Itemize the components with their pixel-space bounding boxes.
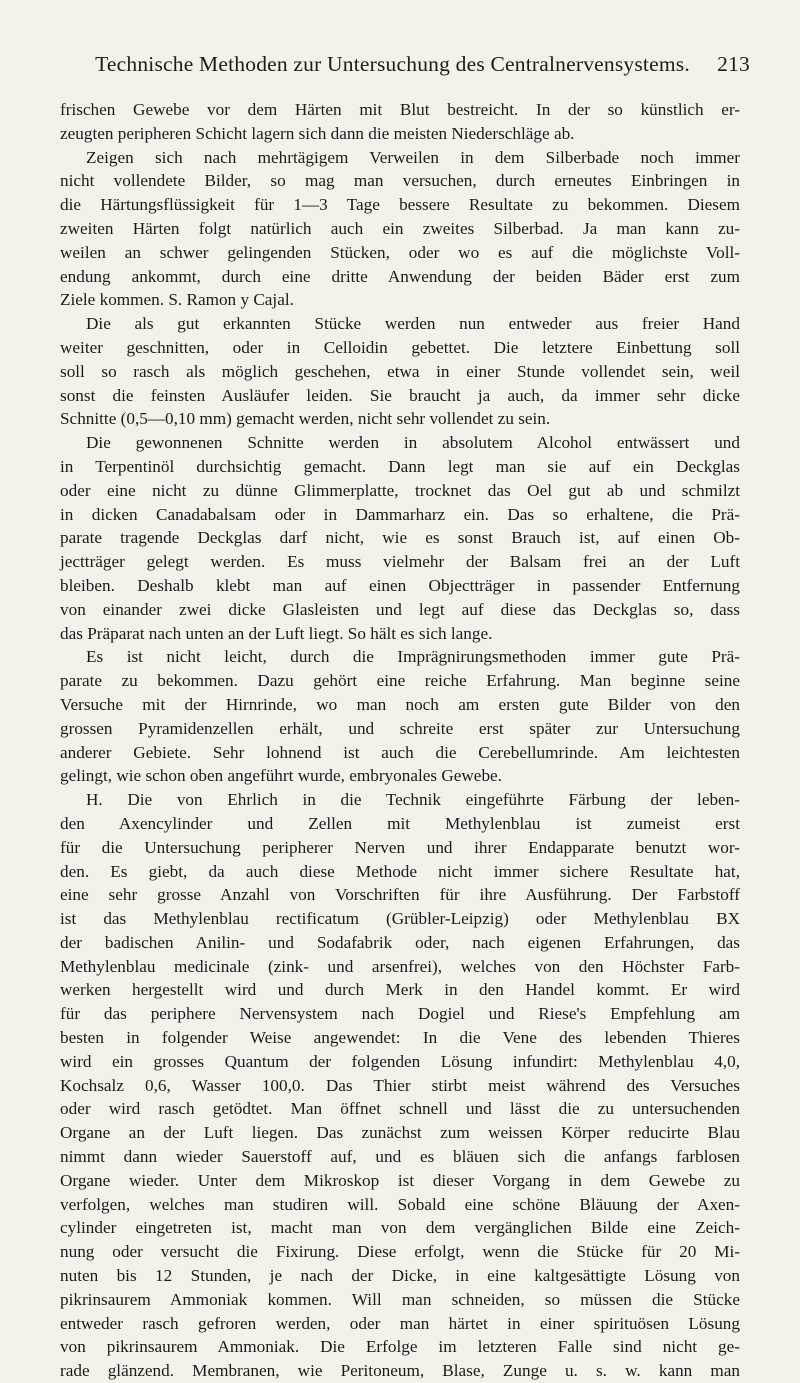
text-line: zweiten Härten folgt natürlich auch ein zweites Silberbad. Ja man kann zu-	[60, 218, 740, 238]
text-line: in dicken Canadabalsam oder in Dammarharz ein. Das so erhaltene, die Prä-	[60, 504, 740, 524]
text-line: der badischen Anilin- und Sodafabrik oder, nach eigenen Erfahrungen, das	[60, 932, 740, 952]
text-line: oder eine nicht zu dünne Glimmerplatte, trocknet das Oel gut ab und schmilzt	[60, 480, 740, 500]
text-line: besten in folgender Weise angewendet: In die Vene des lebenden Thieres	[60, 1028, 740, 1048]
text-line: nicht vollendete Bilder, so mag man versuchen, durch erneutes Einbringen in	[60, 171, 740, 191]
text-line: sonst die feinsten Ausläufer leiden. Sie braucht ja auch, da immer sehr dicke	[60, 385, 740, 405]
text-line: den Axencylinder und Zellen mit Methylenblau ist zumeist erst	[60, 813, 740, 833]
text-line: Schnitte (0,5—0,10 mm) gemacht werden, nicht sehr vollendet zu sein.	[60, 409, 551, 429]
text-line: nuten bis 12 Stunden, je nach der Dicke, in eine kaltgesättigte Lösung von	[60, 1266, 740, 1286]
text-line: Methylenblau medicinale (zink- und arsenfrei), welches von den Höchster Farb-	[60, 956, 740, 976]
text-line: entweder rasch gefroren werden, oder man härtet in einer spirituösen Lösung	[60, 1313, 740, 1333]
text-line: oder wird rasch getödtet. Man öffnet schnell und lässt die zu untersuchenden	[60, 1099, 740, 1119]
text-line: von pikrinsaurem Ammoniak. Die Erfolge im letzteren Falle sind nicht ge-	[60, 1337, 740, 1357]
text-line: parate tragende Deckglas darf nicht, wie es sonst Brauch ist, auf einen Ob-	[60, 528, 740, 548]
text-line: pikrinsaurem Ammoniak kommen. Will man schneiden, so müssen die Stücke	[60, 1289, 740, 1309]
text-line: eine sehr grosse Anzahl von Vorschriften für ihre Ausführung. Der Farbstoff	[60, 885, 740, 905]
text-line: rade glänzend. Membranen, wie Peritoneum, Blase, Zunge u. s. w. kann man	[60, 1361, 740, 1381]
text-line: werken hergestellt wird und durch Merk in den Handel kommt. Er wird	[60, 980, 740, 1000]
text-line: das Präparat nach unten an der Luft liegt. So hält es sich lange.	[60, 623, 493, 643]
text-line: Kochsalz 0,6, Wasser 100,0. Das Thier stirbt meist während des Versuches	[60, 1075, 740, 1095]
text-line: Versuche mit der Hirnrinde, wo man noch am ersten gute Bilder von den	[60, 694, 740, 714]
text-line: Organe an der Luft liegen. Das zunächst zum weissen Körper reducirte Blau	[60, 1123, 740, 1143]
text-line: wird ein grosses Quantum der folgenden Lösung infundirt: Methylenblau 4,0,	[60, 1051, 740, 1071]
running-head	[95, 52, 750, 82]
text-line: Die gewonnenen Schnitte werden in absolutem Alcohol entwässert und	[86, 433, 740, 453]
text-line: verfolgen, welches man studiren will. Sobald eine schöne Bläuung der Axen-	[60, 1194, 740, 1214]
text-line: endung ankommt, durch eine dritte Anwendung der beiden Bäder erst zum	[60, 266, 740, 286]
text-line: von einander zwei dicke Glasleisten und legt auf diese das Deckglas so, dass	[60, 599, 740, 619]
text-line: Zeigen sich nach mehrtägigem Verweilen in dem Silberbade noch immer	[86, 147, 740, 167]
text-line: ist das Methylenblau rectificatum (Grübler-Leipzig) oder Methylenblau BX	[60, 909, 740, 929]
text-line: den. Es giebt, da auch diese Methode nicht immer sichere Resultate hat,	[60, 861, 740, 881]
text-line: die Härtungsflüssigkeit für 1—3 Tage bessere Resultate zu bekommen. Diesem	[60, 195, 740, 215]
text-line: zeugten peripheren Schicht lagern sich dann die meisten Niederschläge ab.	[60, 123, 575, 143]
text-line: jectträger gelegt werden. Es muss vielmehr der Balsam frei an der Luft	[60, 552, 740, 572]
text-line: nung oder versucht die Fixirung. Diese erfolgt, wenn die Stücke für 20 Mi-	[60, 1242, 740, 1262]
text-line: in Terpentinöl durchsichtig gemacht. Dann legt man sie auf ein Deckglas	[60, 456, 740, 476]
text-line: Ziele kommen. S. Ramon y Cajal.	[60, 290, 294, 310]
text-line: anderer Gebiete. Sehr lohnend ist auch die Cerebellumrinde. Am leichtesten	[60, 742, 740, 762]
text-line: parate zu bekommen. Dazu gehört eine reiche Erfahrung. Man beginne seine	[60, 671, 740, 691]
text-line: H. Die von Ehrlich in die Technik eingeführte Färbung der leben-	[86, 790, 740, 810]
page-number: 213	[717, 52, 750, 76]
text-line: weilen an schwer gelingenden Stücken, oder wo es auf die möglichste Voll-	[60, 242, 740, 262]
text-line: grossen Pyramidenzellen erhält, und schreite erst später zur Untersuchung	[60, 718, 740, 738]
body-text	[60, 98, 740, 1383]
text-line: gelingt, wie schon oben angeführt wurde, embryonales Gewebe.	[60, 766, 502, 786]
text-line: bleiben. Deshalb klebt man auf einen Objectträger in passender Entfernung	[60, 575, 740, 595]
text-line: für das periphere Nervensystem nach Dogiel und Riese's Empfehlung am	[60, 1004, 740, 1024]
text-line: frischen Gewebe vor dem Härten mit Blut bestreicht. In der so künstlich er-	[60, 100, 740, 119]
running-head-title: Technische Methoden zur Untersuchung des Centralnervensystems.	[95, 52, 690, 76]
text-line: Es ist nicht leicht, durch die Imprägnirungsmethoden immer gute Prä-	[86, 647, 740, 667]
text-line: nimmt dann wieder Sauerstoff auf, und es bläuen sich die anfangs farblosen	[60, 1147, 740, 1167]
text-line: Die als gut erkannten Stücke werden nun entweder aus freier Hand	[86, 314, 740, 334]
text-line: weiter geschnitten, oder in Celloidin gebettet. Die letztere Einbettung soll	[60, 337, 740, 357]
text-line: soll so rasch als möglich geschehen, etwa in einer Stunde vollendet sein, weil	[60, 361, 740, 381]
text-line: für die Untersuchung peripherer Nerven und ihrer Endapparate benutzt wor-	[60, 837, 740, 857]
text-line: Organe wieder. Unter dem Mikroskop ist dieser Vorgang in dem Gewebe zu	[60, 1170, 740, 1190]
text-line: cylinder eingetreten ist, macht man von dem vergänglichen Bilde eine Zeich-	[60, 1218, 740, 1238]
